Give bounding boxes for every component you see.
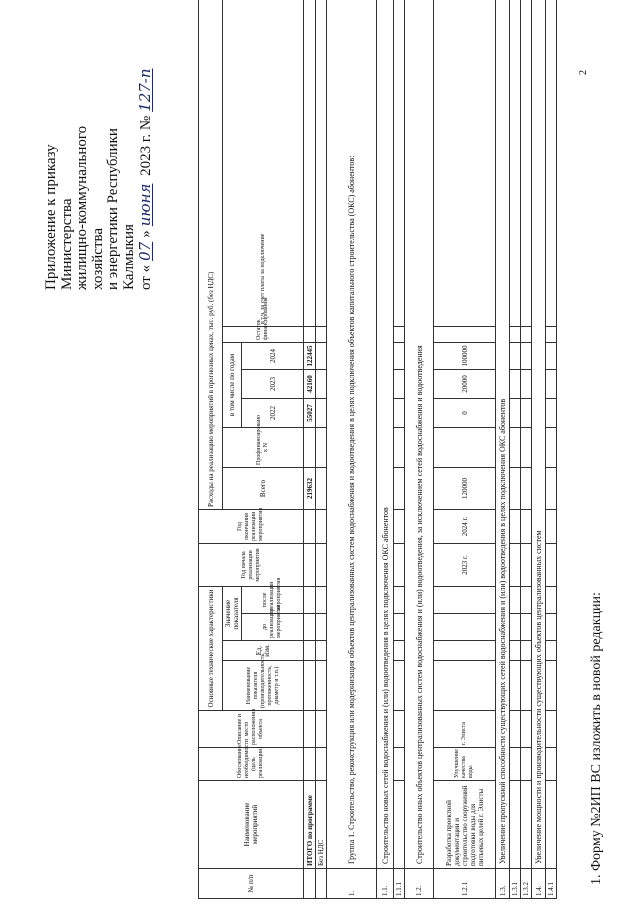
handwritten-day: 07 xyxy=(136,241,154,261)
header-tech-before: до реализации мероприятия xyxy=(242,614,304,641)
project-start-year: 2023 г. xyxy=(434,543,496,586)
project-end-year: 2024 г. xyxy=(434,509,496,543)
row-text: Увеличение мощности и производительности существующих объектов централизованных систем xyxy=(532,0,546,869)
header-remainder: Остаток финансирования xyxy=(223,326,304,342)
project-total: 120000 xyxy=(434,467,496,509)
row-num: 1. xyxy=(327,869,377,899)
total-label: ИТОГО по программе xyxy=(304,781,316,869)
form-heading: 1. Форму №2ИП ВС изложить в новой редакции: xyxy=(589,592,604,885)
header-description: Описание и место расположения объекта xyxy=(199,711,304,748)
approval-line: Приложение к приказу xyxy=(43,144,59,290)
table-row xyxy=(405,0,434,899)
table-row xyxy=(521,0,532,899)
table-row xyxy=(546,0,557,899)
total-sum: 219632 xyxy=(304,467,316,509)
approval-line: и энергетики Республики xyxy=(105,128,121,290)
project-justification: Улучшение качества воды xyxy=(434,748,496,781)
header-tech-values: Значение показателя xyxy=(223,586,242,640)
header-tech-after: после реализации мероприятия xyxy=(242,586,304,613)
approval-line: жилищно-коммунального xyxy=(74,125,90,290)
row-num: 1.4.1 xyxy=(546,869,557,899)
header-incl-payment: в т.ч. за счет платы за подключение xyxy=(223,0,304,326)
table-row xyxy=(532,0,546,899)
row-text: Строительство иных объектов централизованных систем водоснабжения и (или) водоотведения, за исключением сетей водоснабжения и водоотведения xyxy=(405,0,434,869)
table-row-total xyxy=(304,0,316,899)
page-number: 2 xyxy=(578,70,589,75)
header-profinanced: Профинансировано к N xyxy=(223,427,304,467)
header-tech-indicator: Наименование показателя (производительность, протяженность, диаметр и т.п.) xyxy=(223,661,304,711)
project-2023: 20000 xyxy=(434,369,496,398)
row-num: 1.4. xyxy=(532,869,546,899)
approval-line: Министерства xyxy=(58,198,75,290)
table-row xyxy=(394,0,405,899)
row-num: 1.1.1 xyxy=(394,869,405,899)
approval-line: хозяйства xyxy=(89,227,106,290)
table-row-vat xyxy=(316,0,327,899)
header-by-year: в том числе по годам xyxy=(223,342,242,427)
header-justification: Обоснование необходимости (цель реализации) xyxy=(199,748,304,781)
table-row xyxy=(510,0,521,899)
row-num: 1.2. xyxy=(405,869,434,899)
header-total: Всего xyxy=(223,467,304,509)
project-2024: 100000 xyxy=(434,342,496,369)
row-text: Увеличение пропускной способности существующих сетей водоснабжения и (или) водоотведения в целях подключения ОКС абонентов xyxy=(496,0,510,869)
header-start-year: Год начала реализации мероприятия xyxy=(199,543,304,586)
table-row xyxy=(377,0,394,899)
table-row-project xyxy=(434,0,496,899)
handwritten-month: июня xyxy=(136,183,154,227)
total-2022: 55027 xyxy=(304,398,316,427)
header-end-year: Год окончания реализации мероприятия xyxy=(199,509,304,543)
row-num: 1.3. xyxy=(496,869,510,899)
row-text: Строительство новых сетей водоснабжения и (или) водоотведения в целях подключения ОКС абонентов xyxy=(377,0,394,869)
group-1-title: Группа 1. Строительство, реконструкция или модернизация объектов централизованных систем водоснабжения и водоотведения в целях подключения объектов капитального строительства (ОКС) абонентов: xyxy=(327,0,377,869)
header-name: Наименование мероприятий xyxy=(199,781,304,869)
header-year-2024: 2024 xyxy=(242,342,304,369)
total-2024: 122445 xyxy=(304,342,316,369)
table-row-group-1 xyxy=(327,0,377,899)
header-tech-group: Основные технические характеристики xyxy=(199,586,223,710)
header-year-2023: 2023 xyxy=(242,369,304,398)
header-tech-unit: Ед. изм. xyxy=(223,641,304,661)
header-num: № п/п xyxy=(199,869,304,899)
header-year-2022: 2022 xyxy=(242,398,304,427)
vat-label: Без НДС xyxy=(316,781,327,869)
total-2023: 42160 xyxy=(304,369,316,398)
project-name: Разработка проектной документации и строительство сооружений подготовки воды для питьевых целей г. Элисты xyxy=(434,781,496,869)
row-num: 1.3.2 xyxy=(521,869,532,899)
project-description: г. Элиста xyxy=(434,711,496,748)
approval-line: Калмыкия xyxy=(120,224,137,290)
approval-block xyxy=(44,0,155,290)
row-num: 1.1. xyxy=(377,869,394,899)
row-num: 1.3.1 xyxy=(510,869,521,899)
investment-program-table xyxy=(198,0,557,899)
header-expenses-group: Расходы на реализацию мероприятий в прогнозных ценах, тыс. руб. (без НДС) xyxy=(199,0,223,509)
approval-date-line: от «07»июня 2023 г. №127-п xyxy=(138,0,155,290)
handwritten-order-number: 127-п xyxy=(136,68,154,112)
project-2022: 0 xyxy=(434,398,496,427)
table-row xyxy=(496,0,510,899)
row-num: 1.2.1 xyxy=(434,869,496,899)
